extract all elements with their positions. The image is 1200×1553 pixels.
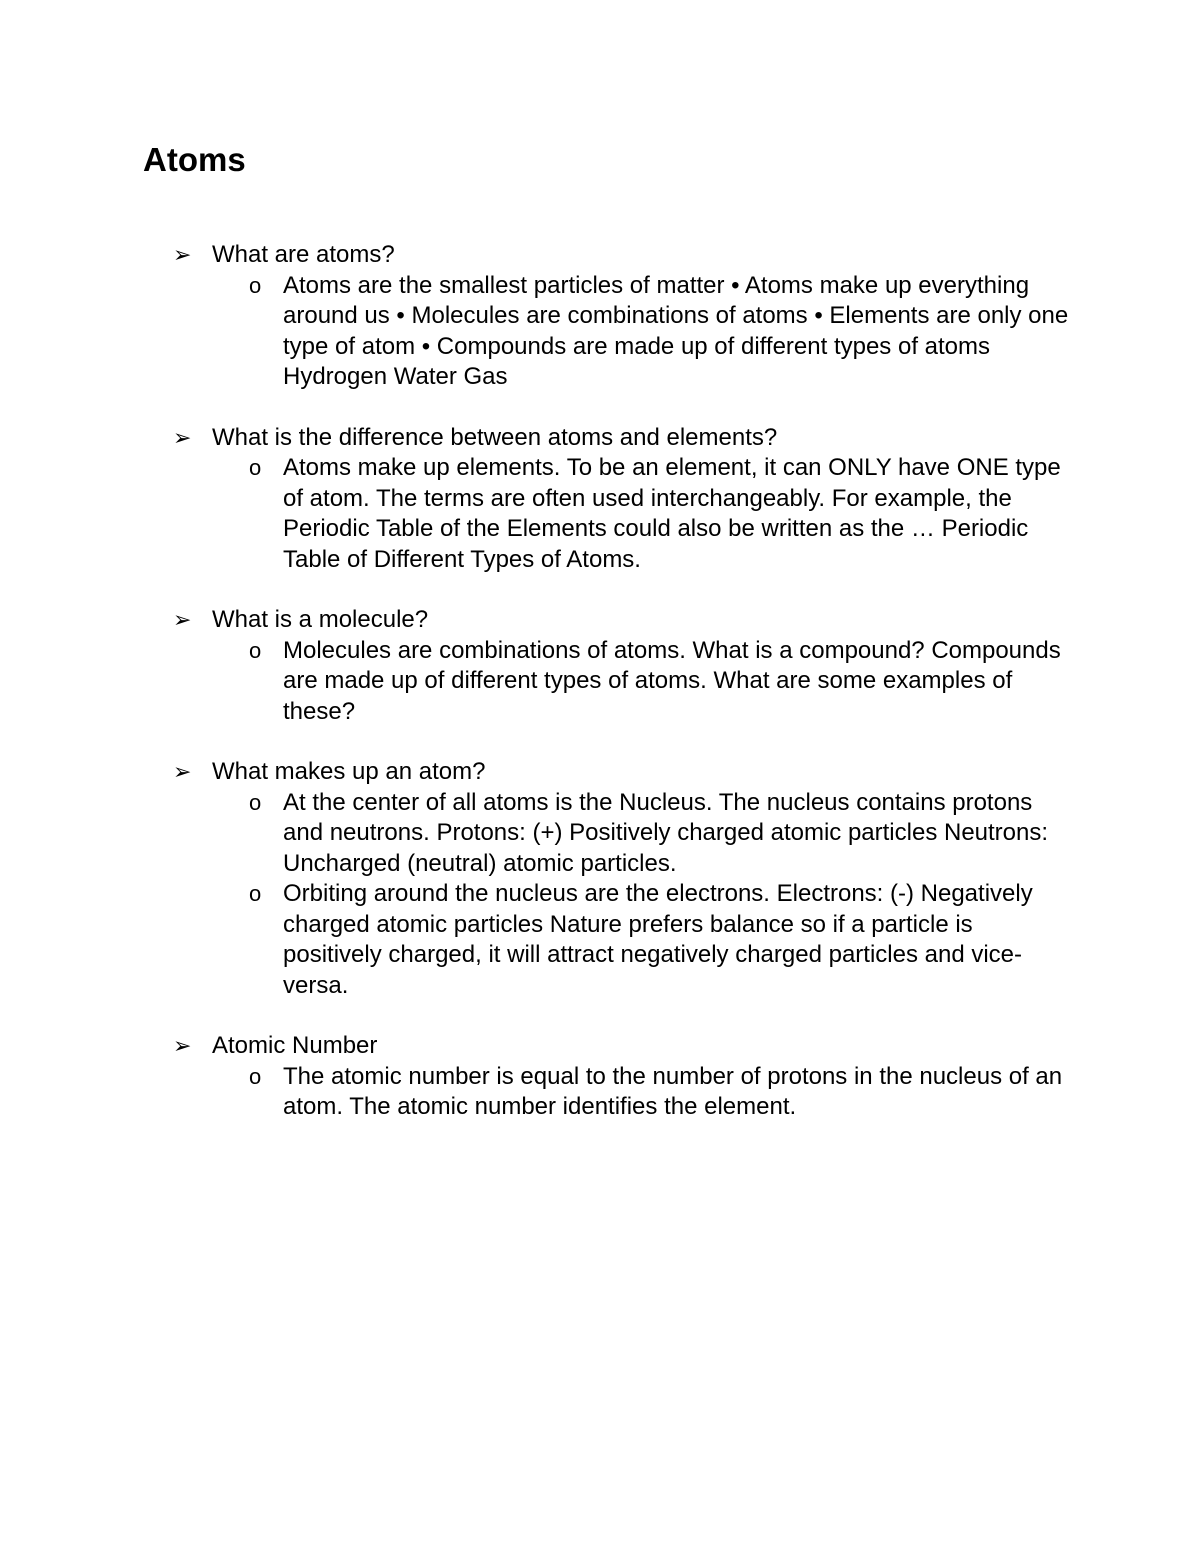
answer-list — [0, 453, 1200, 575]
arrow-bullet-icon: ➢ — [173, 424, 192, 450]
section-what-is-a-molecule — [0, 605, 1200, 727]
circle-bullet-icon: o — [249, 455, 262, 480]
question-text: Atomic Number — [212, 1032, 378, 1059]
answer-item — [0, 271, 1073, 393]
circle-bullet-icon: o — [249, 1063, 262, 1089]
circle-bullet-icon: o — [249, 272, 262, 298]
answer-list — [0, 271, 1200, 393]
arrow-bullet-icon: ➢ — [173, 1033, 192, 1058]
answer-item — [0, 788, 1073, 880]
answer-item — [0, 1062, 1073, 1123]
section-what-makes-up-an-atom — [0, 757, 1200, 1001]
answer-list — [0, 1062, 1200, 1123]
answer-list — [0, 788, 1200, 1002]
circle-bullet-icon: o — [249, 881, 262, 906]
answer-text: Atoms are the smallest particles of matter • Atoms make up everything around us • Molecules are combinations of atoms • Elements are only one type of atom • Compounds are made up of different types of atoms Hydrogen Water Gas — [283, 271, 1069, 390]
answer-text: Atoms make up elements. To be an element, it can ONLY have ONE type of atom. The terms are often used interchangeably. For example, the Periodic Table of the Elements could also be written as the … Periodic Table of Different Types of Atoms. — [283, 454, 1061, 573]
question-text: What is the difference between atoms and elements? — [212, 423, 778, 451]
answer-list — [0, 636, 1200, 728]
question-item — [0, 1031, 1200, 1062]
question-item — [0, 240, 1200, 271]
arrow-bullet-icon: ➢ — [173, 242, 192, 267]
answer-text: Molecules are combinations of atoms. What is a compound? Compounds are made up of different types of atoms. What are some examples of these? — [283, 636, 1061, 725]
section-what-are-atoms — [0, 240, 1200, 393]
answer-item — [0, 453, 1073, 575]
question-text: What is a molecule? — [212, 606, 429, 633]
answer-text: At the center of all atoms is the Nucleus. The nucleus contains protons and neutrons. Protons: (+) Positively charged atomic particles Neutrons: Uncharged (neutral) atomic particles. — [283, 788, 1049, 877]
answer-item — [0, 636, 1073, 728]
question-list — [0, 240, 1200, 1153]
answer-text: The atomic number is equal to the number of protons in the nucleus of an atom. The atomic number identifies the element. — [283, 1062, 1063, 1120]
arrow-bullet-icon: ➢ — [173, 759, 192, 784]
question-text: What are atoms? — [212, 241, 395, 268]
question-item — [0, 423, 1200, 454]
circle-bullet-icon: o — [249, 637, 262, 663]
section-atomic-number — [0, 1031, 1200, 1123]
question-text: What makes up an atom? — [212, 758, 486, 785]
answer-item — [0, 879, 1073, 1001]
answer-text: Orbiting around the nucleus are the electrons. Electrons: (-) Negatively charged atomic particles Nature prefers balance so if a particle is positively charged, it will attract negatively charged particles and vice-versa. — [283, 880, 1033, 999]
page-title: Atoms — [143, 141, 246, 178]
section-atoms-vs-elements — [0, 423, 1200, 576]
circle-bullet-icon: o — [249, 789, 262, 815]
question-item — [0, 605, 1200, 636]
arrow-bullet-icon: ➢ — [173, 607, 192, 632]
question-item — [0, 757, 1200, 788]
